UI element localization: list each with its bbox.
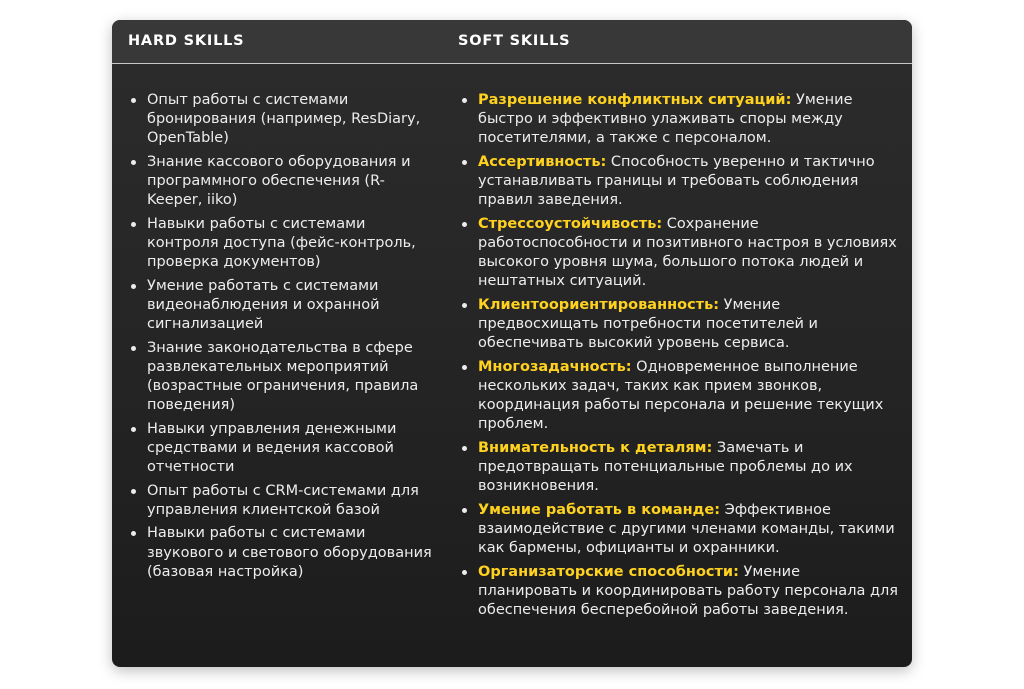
hard-skills-list bbox=[147, 91, 437, 586]
list-item bbox=[478, 215, 902, 292]
list-item: Навыки работы с системами звукового и светового оборудования (базовая настройка) bbox=[147, 524, 437, 582]
skill-term: Ассертивность: bbox=[478, 153, 607, 170]
list-item: Знание законодательства в сфере развлекательных мероприятий (возрастные ограничения, правила поведения) bbox=[147, 339, 437, 416]
list-item bbox=[478, 296, 902, 354]
list-item bbox=[478, 501, 902, 559]
skill-description: Сохранение работоспособности и позитивного настроя в условиях высокого уровня шума, большого потока людей и нештатных ситуаций. bbox=[478, 215, 897, 290]
list-item bbox=[478, 91, 902, 149]
skill-description: Эффективное взаимодействие с другими членами команды, такими как бармены, официанты и охранники. bbox=[478, 501, 895, 557]
list-item: Умение работать с системами видеонаблюдения и охранной сигнализацией bbox=[147, 277, 437, 335]
soft-skills-list bbox=[478, 91, 902, 625]
skill-description: Замечать и предотвращать потенциальные проблемы до их возникновения. bbox=[478, 439, 853, 495]
hard-skills-header: HARD SKILLS bbox=[128, 33, 245, 49]
skill-term: Организаторские способности: bbox=[478, 563, 739, 580]
list-item bbox=[478, 358, 902, 435]
skill-term: Умение работать в команде: bbox=[478, 501, 721, 518]
skill-term: Внимательность к деталям: bbox=[478, 439, 713, 456]
soft-skills-header: SOFT SKILLS bbox=[458, 33, 571, 49]
list-item: Навыки работы с системами контроля доступа (фейс-контроль, проверка документов) bbox=[147, 215, 437, 273]
skills-table bbox=[112, 20, 912, 667]
skill-description: Умение быстро и эффективно улаживать споры между посетителями, а также с персоналом. bbox=[478, 92, 853, 147]
skill-term: Разрешение конфликтных ситуаций: bbox=[478, 92, 792, 108]
list-item: Знание кассового оборудования и программного обеспечения (R-Keeper, iiko) bbox=[147, 153, 437, 211]
list-item: Опыт работы с системами бронирования (например, ResDiary, OpenTable) bbox=[147, 91, 437, 149]
list-item bbox=[478, 563, 902, 621]
list-item: Опыт работы с CRM-системами для управления клиентской базой bbox=[147, 482, 437, 520]
skill-description: Одновременное выполнение нескольких задач, таких как прием звонков, координация работы персонала и решение текущих проблем. bbox=[478, 358, 884, 433]
table-header bbox=[112, 20, 912, 64]
list-item: Навыки управления денежными средствами и ведения кассовой отчетности bbox=[147, 420, 437, 478]
skill-term: Многозадачность: bbox=[478, 358, 632, 375]
list-item bbox=[478, 153, 902, 211]
skill-description: Способность уверенно и тактично устанавливать границы и требовать соблюдения правил заведения. bbox=[478, 153, 875, 209]
skill-term: Стрессоустойчивость: bbox=[478, 215, 663, 232]
skill-description: Умение планировать и координировать работу персонала для обеспечения бесперебойной работы заведения. bbox=[478, 563, 898, 619]
skill-term: Клиентоориентированность: bbox=[478, 296, 720, 313]
skill-description: Умение предвосхищать потребности посетителей и обеспечивать высокий уровень сервиса. bbox=[478, 296, 818, 352]
list-item bbox=[478, 439, 902, 497]
